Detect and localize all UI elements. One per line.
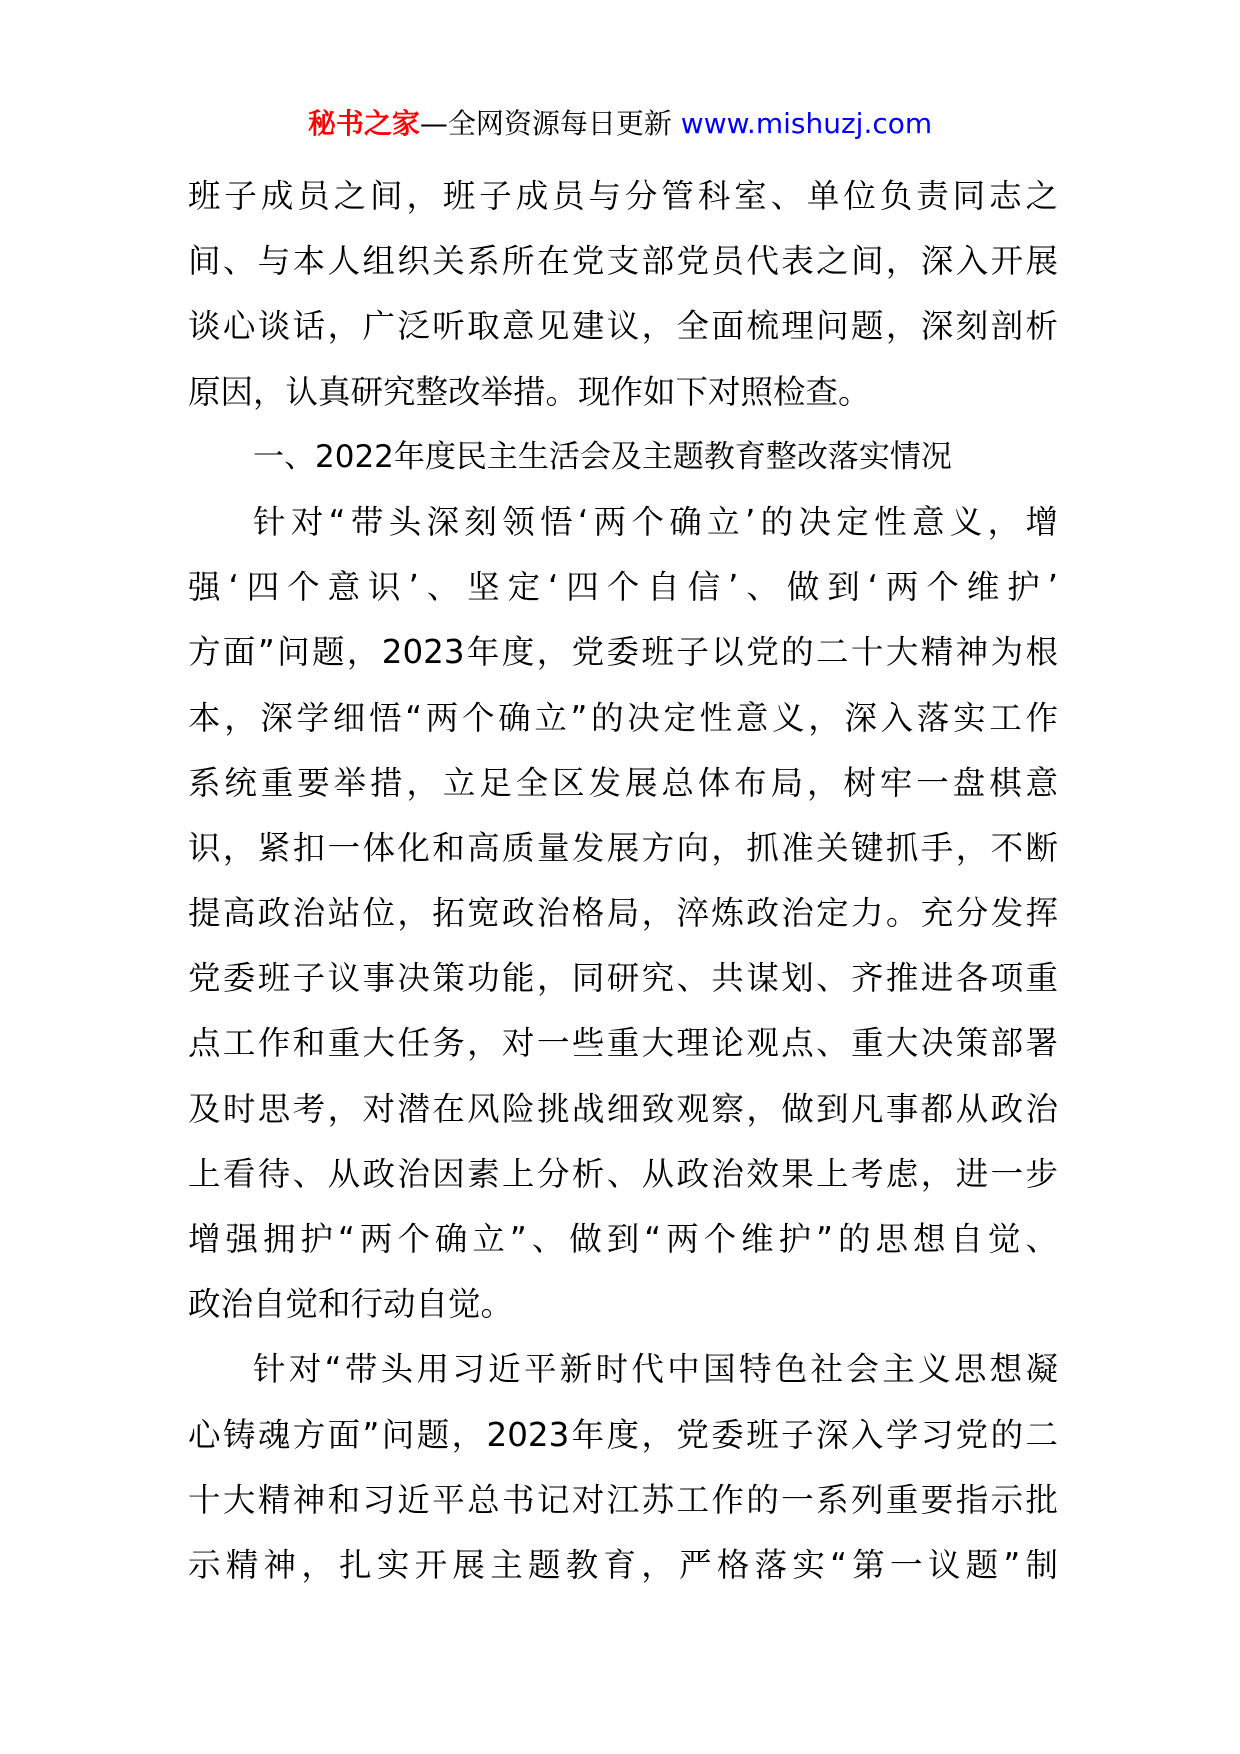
text-line: 示精神，扎实开展主题教育，严格落实“第一议题”制	[188, 1545, 1058, 1584]
text-line: 上看待、从政治因素上分析、从政治效果上考虑，进一步	[188, 1154, 1058, 1193]
text-line: 系统重要举措，立足全区发展总体布局，树牢一盘棋意	[188, 763, 1058, 802]
text-line: 班子成员之间，班子成员与分管科室、单位负责同志之	[188, 177, 1058, 215]
text-line: 政治自觉和行动自觉。	[188, 1285, 514, 1324]
text-line: 十大精神和习近平总书记对江苏工作的一系列重要指示批	[188, 1480, 1058, 1519]
text-line: 间、与本人组织关系所在党支部党员代表之间，深入开展	[188, 242, 1058, 281]
header-tagline: —全网资源每日更新	[419, 107, 672, 140]
text-line: 提高政治站位，拓宽政治格局，淬炼政治定力。充分发挥	[188, 894, 1058, 933]
page-header	[0, 104, 1240, 144]
text-line: 识，紧扣一体化和高质量发展方向，抓准关键抓手，不断	[188, 828, 1058, 867]
text-line: 强‘四个意识’、坚定‘四个自信’、做到‘两个维护’	[188, 568, 1058, 607]
text-line: 针对“带头深刻领悟‘两个确立’的决定性意义，增	[253, 502, 1058, 541]
text-line: 点工作和重大任务，对一些重大理论观点、重大决策部署	[188, 1024, 1058, 1063]
section-heading: 一、2022年度民主生活会及主题教育整改落实情况	[253, 438, 952, 475]
text-line: 增强拥护“两个确立”、做到“两个维护”的思想自觉、	[188, 1220, 1058, 1258]
text-line: 方面”问题，2023年度，党委班子以党的二十大精神为根	[188, 633, 1058, 672]
site-url-link[interactable]: www.mishuzj.com	[680, 107, 933, 140]
text-line: 原因，认真研究整改举措。现作如下对照检查。	[188, 372, 871, 411]
text-line: 本，深学细悟“两个确立”的决定性意义，深入落实工作	[188, 698, 1058, 737]
document-body	[188, 164, 1058, 1598]
text-line: 党委班子议事决策功能，同研究、共谋划、齐推进各项重	[188, 959, 1058, 998]
text-line: 针对“带头用习近平新时代中国特色社会主义思想凝	[253, 1350, 1058, 1389]
text-line: 谈心谈话，广泛听取意见建议，全面梳理问题，深刻剖析	[188, 307, 1058, 346]
brand-name: 秘书之家	[307, 107, 420, 140]
text-line: 心铸魂方面”问题，2023年度，党委班子深入学习党的二	[188, 1415, 1058, 1454]
text-line: 及时思考，对潜在风险挑战细致观察，做到凡事都从政治	[188, 1089, 1058, 1128]
